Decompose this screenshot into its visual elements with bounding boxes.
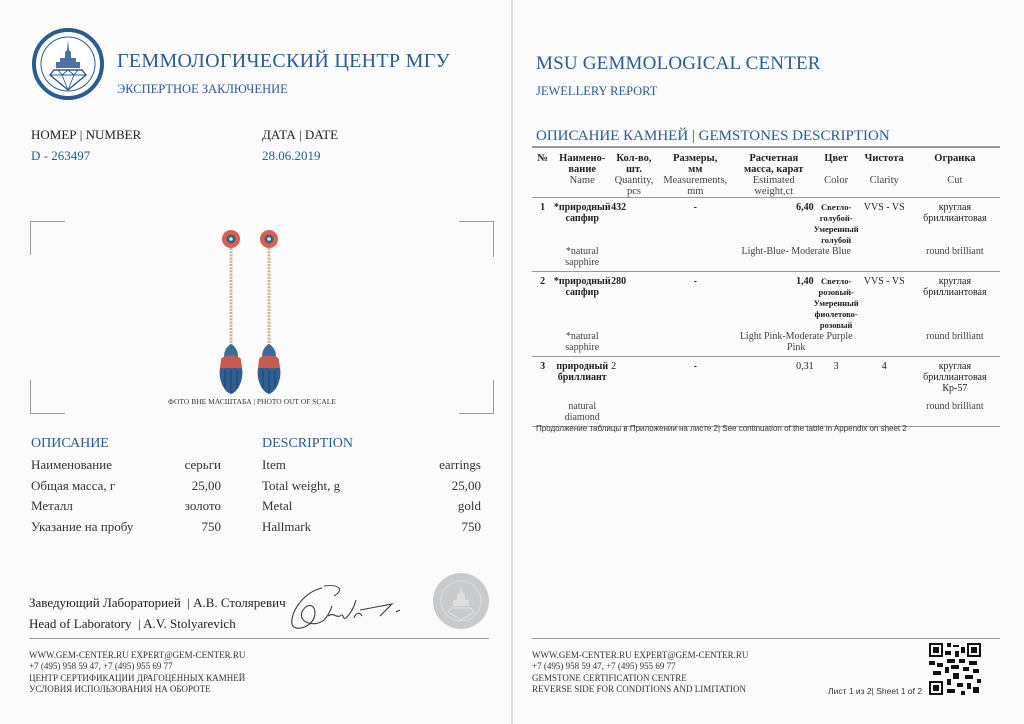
right-footer: [532, 650, 748, 696]
column-header-name: Наимено- вание Name: [553, 147, 611, 198]
frame-corner-tr: [459, 221, 494, 257]
table-row-en: [532, 246, 1000, 272]
description-label: Total weight, g: [262, 477, 341, 493]
description-en-heading: DESCRIPTION: [262, 436, 354, 451]
table-row: [532, 198, 1000, 247]
description-value: серьги: [184, 457, 221, 472]
cell-cut-ru: круглая бриллиантовая Кр-57: [910, 357, 1000, 402]
description-row: [262, 519, 481, 540]
cell-weight: 6,40: [796, 202, 814, 213]
description-value: золото: [184, 498, 221, 513]
frame-corner-tl: [30, 221, 65, 255]
cell-qty: 432: [611, 198, 657, 247]
qr-code-icon: [929, 643, 981, 695]
footer-contacts: WWW.GEM-CENTER.RU EXPERT@GEM-CENTER.RU: [29, 650, 246, 660]
footer-phones: +7 (495) 958 59 47, +7 (495) 955 69 77: [532, 661, 676, 672]
description-ru-list: [31, 457, 221, 539]
description-label: Metal: [262, 498, 293, 513]
cell-weight: 0,31: [796, 361, 814, 372]
cell-cut-ru: круглая бриллиантовая: [910, 272, 1000, 332]
gemstones-table: [532, 146, 1000, 427]
date-label: ДАТА | DATE: [262, 127, 339, 142]
cell-no: 3: [532, 357, 553, 402]
footer-phones: +7 (495) 958 59 47, +7 (495) 955 69 77: [29, 661, 173, 672]
description-label: Металл: [31, 498, 73, 513]
description-label: Hallmark: [262, 518, 312, 534]
column-header-measurements: Размеры, мм Measurements, mm: [657, 147, 734, 198]
cell-name-ru: *природный сапфир: [553, 272, 611, 332]
cell-cut-en: round brilliant: [926, 401, 984, 412]
cell-name-ru: *природный сапфир: [553, 198, 611, 247]
cell-name-ru: природный бриллиант: [553, 357, 611, 402]
description-label: Наименование: [31, 457, 112, 472]
earring-right: [258, 230, 281, 394]
cell-color-ru: Светло-голубой- Умеренный голубой: [814, 198, 859, 247]
cell-qty: 280: [611, 272, 657, 332]
table-row-en: [532, 401, 1000, 427]
description-row: [262, 478, 481, 499]
cell-color-en: Light Pink-Moderate Purple Pink: [739, 331, 853, 353]
cell-clarity: VVS - VS: [859, 272, 910, 332]
cell-clarity: VVS - VS: [859, 198, 910, 247]
description-row: [262, 498, 481, 519]
page-divider: [511, 0, 513, 724]
number-value: D - 263497: [31, 148, 91, 163]
description-value: 750: [461, 518, 481, 534]
description-value: 750: [201, 518, 221, 534]
cell-cut-en: round brilliant: [926, 246, 984, 257]
cell-qty: 2: [611, 357, 657, 402]
description-row: [31, 498, 221, 519]
cell-cut-en: round brilliant: [926, 331, 984, 342]
org-title-en: MSU GEMMOLOGICAL CENTER: [536, 53, 821, 74]
frame-corner-br: [459, 380, 494, 414]
org-title-ru: ГЕММОЛОГИЧЕСКИЙ ЦЕНТР МГУ: [117, 50, 451, 72]
right-footer-rule: [532, 638, 1000, 639]
continuation-note: Продолжение таблицы в Приложении на листе 2| See continuation of the table in Appendix on sheet 2: [536, 424, 907, 433]
doc-type-en: JEWELLERY REPORT: [536, 84, 658, 98]
earrings-photo: [210, 222, 300, 398]
description-value: gold: [457, 498, 481, 513]
table-row-en: [532, 331, 1000, 357]
msu-logo-icon: [32, 28, 104, 100]
description-label: Общая масса, г: [31, 477, 116, 493]
number-label: НОМЕР | NUMBER: [31, 127, 142, 142]
cell-cut-ru: круглая бриллиантовая: [910, 198, 1000, 247]
footer-contacts: WWW.GEM-CENTER.RU EXPERT@GEM-CENTER.RU: [532, 650, 749, 660]
cell-size: -: [657, 198, 734, 247]
description-row: [31, 519, 221, 540]
description-value: 25,00: [191, 477, 221, 493]
photo-caption: ФОТО ВНЕ МАСШТАБА | PHOTO OUT OF SCALE: [168, 397, 336, 406]
earring-left: [220, 230, 243, 394]
cell-clarity: 4: [859, 357, 910, 402]
description-value: 25,00: [451, 477, 481, 493]
cell-color-en: Light-Blue- Moderate Blue: [741, 246, 851, 257]
date-value: 28.06.2019: [262, 148, 321, 163]
cell-name-en: *natural sapphire: [565, 246, 600, 268]
column-header-weight: Расчетная масса, карат Estimated weight,ct: [734, 147, 814, 198]
cell-no: 2: [532, 272, 553, 332]
column-header-clarity: Чистота Clarity: [859, 147, 910, 198]
description-label: Указание на пробу: [31, 518, 134, 534]
table-header-row: [532, 147, 1000, 198]
table-row: [532, 357, 1000, 402]
cell-name-en: *natural sapphire: [565, 331, 600, 353]
column-header-no: №: [532, 147, 553, 198]
gemstones-table-title: ОПИСАНИЕ КАМНЕЙ | GEMSTONES DESCRIPTION: [536, 128, 890, 144]
cell-no: 1: [532, 198, 553, 247]
frame-corner-bl: [30, 380, 65, 414]
column-header-cut: Огранка Cut: [910, 147, 1000, 198]
description-en-list: [262, 457, 481, 539]
description-row: [31, 478, 221, 499]
handwritten-signature: [284, 582, 404, 634]
footer-conditions: REVERSE SIDE FOR CONDITIONS AND LIMITATION: [532, 684, 747, 695]
signature-line-ru: Заведующий Лабораторией | А.В. Столяревич: [29, 595, 286, 610]
signature-line-en: Head of Laboratory | A.V. Stolyarevich: [29, 616, 236, 631]
doc-type-ru: ЭКСПЕРТНОЕ ЗАКЛЮЧЕНИЕ: [117, 82, 288, 96]
cell-color-ru: 3: [814, 357, 859, 402]
footer-conditions: УСЛОВИЯ ИСПОЛЬЗОВАНИЯ НА ОБОРОТЕ: [29, 684, 211, 695]
cell-color-ru: Светло-розовый- Умеренный фиолетово-розовый: [814, 272, 859, 332]
sheet-label: Лист 1 из 2| Sheet 1 of 2: [828, 686, 923, 696]
embossed-seal-icon: [432, 572, 490, 630]
cell-size: -: [657, 357, 734, 402]
description-label: Item: [262, 457, 286, 472]
footer-center-name: ЦЕНТР СЕРТИФИКАЦИИ ДРАГОЦЕННЫХ КАМНЕЙ: [29, 672, 246, 683]
column-header-quantity: Кол-во, шт. Quantity, pcs: [611, 147, 657, 198]
footer-center-name: GEMSTONE CERTIFICATION CENTRE: [532, 672, 687, 683]
left-footer-rule: [29, 638, 489, 639]
cell-size: -: [657, 272, 734, 332]
description-row: [262, 457, 481, 478]
description-row: [31, 457, 221, 478]
cell-color-en: [734, 401, 859, 427]
cell-weight: 1,40: [796, 276, 814, 287]
description-value: earrings: [439, 457, 481, 472]
column-header-color: Цвет Color: [814, 147, 859, 198]
left-footer: [29, 650, 245, 696]
description-ru-heading: ОПИСАНИЕ: [31, 436, 109, 451]
table-row: [532, 272, 1000, 332]
cell-name-en: natural diamond: [564, 401, 600, 423]
